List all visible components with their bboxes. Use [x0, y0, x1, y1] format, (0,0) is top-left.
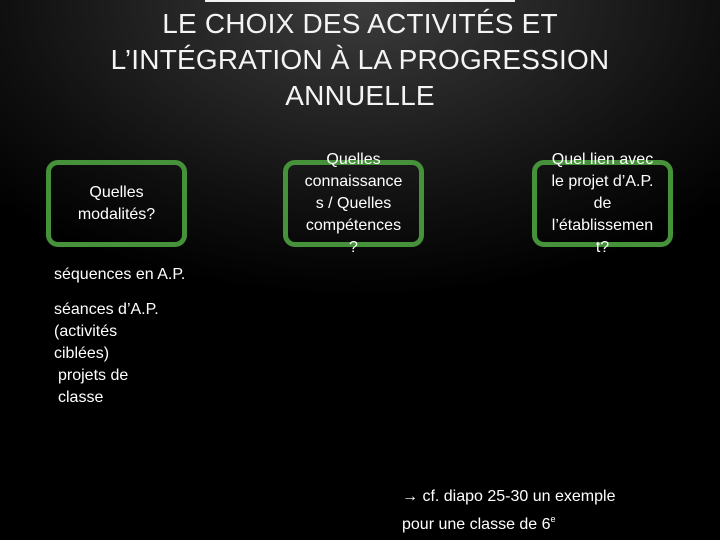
- seances-line: (activités: [54, 323, 118, 340]
- box-text-line: Quel lien avec: [551, 150, 654, 168]
- box-text-line: le projet d’A.P.: [551, 172, 654, 190]
- box-text-line: ?: [349, 238, 358, 256]
- box-text-line: connaissance: [304, 172, 403, 190]
- footnote-reference: [402, 486, 615, 536]
- sequences-item: séquences en A.P.: [54, 266, 186, 283]
- box-text-line: de: [593, 194, 612, 212]
- seances-item: [54, 299, 159, 409]
- seances-line: ciblées): [54, 345, 110, 362]
- title-line-2: L’INTÉGRATION À LA PROGRESSION: [110, 44, 610, 75]
- question-box-competences: [283, 150, 424, 256]
- question-box-projet: [532, 150, 673, 256]
- footnote-line-2-text: pour une classe de 6: [402, 516, 551, 533]
- footnote-line-2: [402, 508, 615, 536]
- footnote-line-1: → cf. diapo 25-30 un exemple: [402, 488, 616, 505]
- title-line-3: ANNUELLE: [285, 80, 435, 111]
- box-text-line: modalités?: [77, 205, 156, 223]
- seances-line: projets de: [58, 367, 129, 384]
- box-text-line: t?: [595, 238, 610, 256]
- box-text-line: Quelles: [89, 183, 144, 201]
- seances-line: séances d’A.P.: [54, 301, 159, 318]
- seances-line: classe: [58, 389, 104, 406]
- box-text-line: s / Quelles: [315, 194, 392, 212]
- title-top-rule: [205, 0, 515, 2]
- box-text-line: l’établissemen: [551, 216, 654, 234]
- slide-title: [60, 6, 660, 114]
- title-line-1: LE CHOIX DES ACTIVITÉS ET: [162, 8, 558, 39]
- box-text-line: compétences: [305, 216, 402, 234]
- footnote-superscript: e: [550, 514, 556, 524]
- box-text-line: Quelles: [326, 150, 381, 168]
- question-box-modalites: [46, 160, 187, 247]
